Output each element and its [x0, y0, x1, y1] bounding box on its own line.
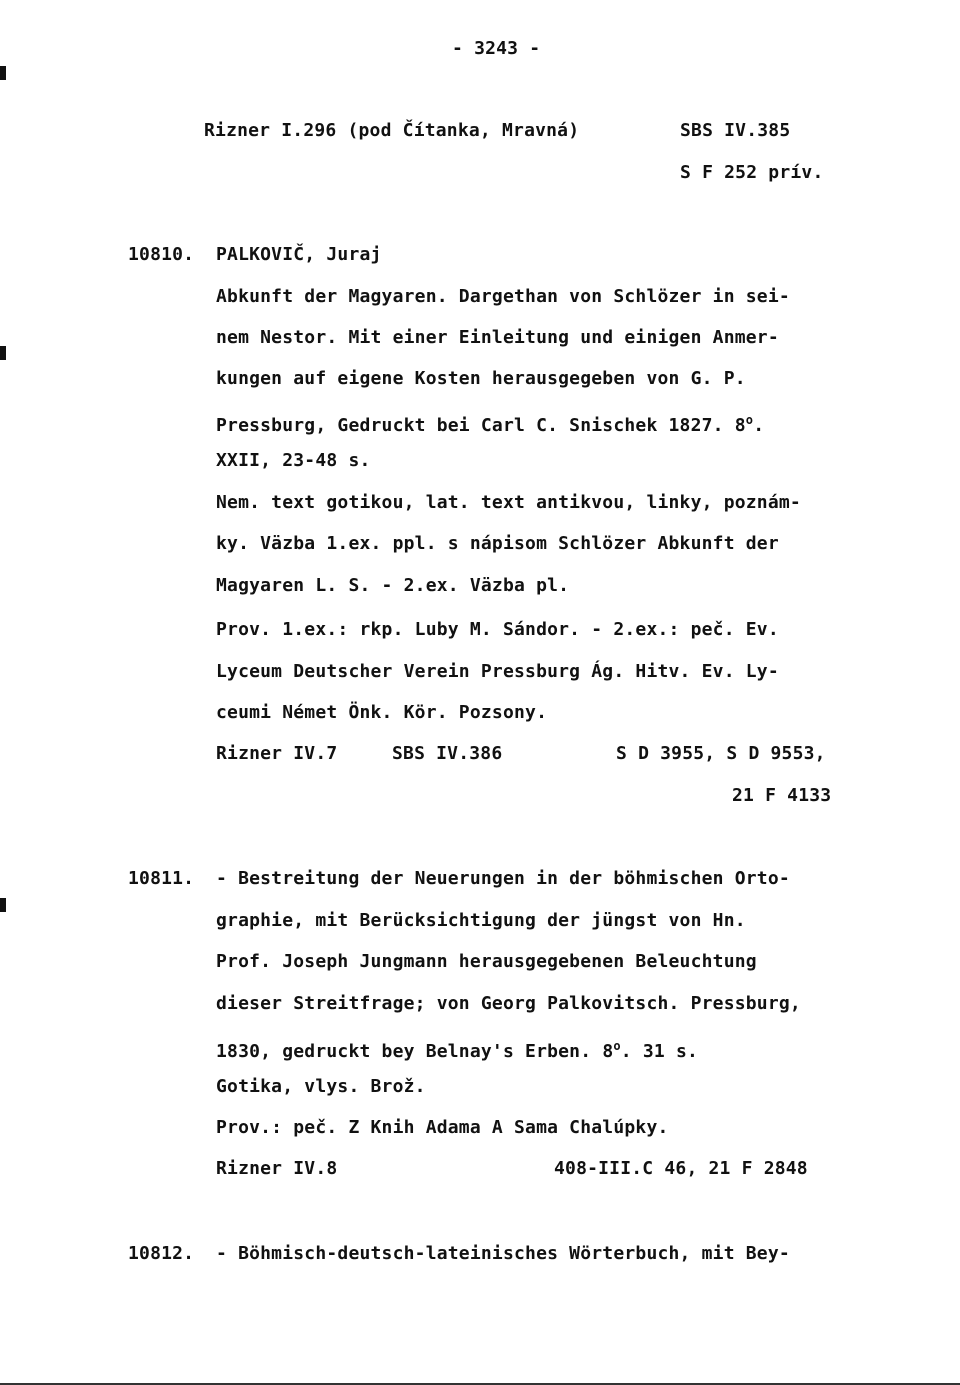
entry-imprint-line — [216, 1035, 698, 1063]
scan-edge-mark — [0, 346, 6, 360]
entry-note-line: Nem. text gotikou, lat. text antikvou, linky, poznám- — [216, 492, 801, 513]
imprint-text: Pressburg, Gedruckt bei Carl C. Snischek 1827. — [216, 415, 724, 436]
entry-title-line: graphie, mit Berücksichtigung der jüngst von Hn. — [216, 910, 746, 931]
page-number: - 3243 - — [452, 38, 541, 59]
entry-title-line: - Bestreitung der Neuerungen in der böhmischen Orto- — [216, 868, 790, 889]
entry-title-line: kungen auf eigene Kosten herausgegeben von G. P. — [216, 368, 746, 389]
entry-title-line: dieser Streitfrage; von Georg Palkovitsch. Pressburg, — [216, 993, 801, 1014]
scan-edge-mark — [0, 898, 6, 912]
entry-provenance-line: Prov. 1.ex.: rkp. Luby M. Sándor. - 2.ex.: peč. Ev. — [216, 619, 779, 640]
format-size: 8 — [734, 415, 746, 436]
entry-number: 10812. — [128, 1243, 195, 1264]
entry-signature: 408-III.C 46, 21 F 2848 — [554, 1158, 808, 1179]
entry-provenance-line: ceumi Német Önk. Kör. Pozsony. — [216, 702, 548, 723]
format-degree: o — [613, 1039, 621, 1053]
prev-entry-reference: Rizner I.296 (pod Čítanka, Mravná) — [204, 120, 580, 141]
scan-edge-mark — [0, 66, 6, 80]
entry-number: 10810. — [128, 244, 195, 265]
entry-note-line: ky. Väzba 1.ex. ppl. s nápisom Schlözer Abkunft der — [216, 533, 779, 554]
entry-title-line: Prof. Joseph Jungmann herausgegebenen Beleuchtung — [216, 951, 757, 972]
format-end: . — [753, 415, 765, 436]
entry-signature: S D 3955, S D 9553, — [616, 743, 826, 764]
entry-reference: Rizner IV.7 — [216, 743, 338, 764]
entry-pagination: XXII, 23-48 s. — [216, 450, 371, 471]
entry-reference: SBS IV.386 — [392, 743, 503, 764]
entry-title-line: nem Nestor. Mit einer Einleitung und einigen Anmer- — [216, 327, 779, 348]
entry-reference: Rizner IV.8 — [216, 1158, 338, 1179]
format-end: . 31 s. — [620, 1041, 699, 1062]
entry-note-line: Gotika, vlys. Brož. — [216, 1076, 426, 1097]
imprint-text: 1830, gedruckt bey Belnay's Erben. — [216, 1041, 592, 1062]
entry-signature: 21 F 4133 — [732, 785, 832, 806]
format-degree: o — [745, 413, 754, 427]
entry-provenance-line: Prov.: peč. Z Knih Adama A Sama Chalúpky. — [216, 1117, 669, 1138]
entry-provenance-line: Lyceum Deutscher Verein Pressburg Ág. Hitv. Ev. Ly- — [216, 661, 779, 682]
entry-note-line: Magyaren L. S. - 2.ex. Väzba pl. — [216, 575, 570, 596]
entry-author: PALKOVIČ, Juraj — [216, 244, 382, 265]
prev-entry-signature: SBS IV.385 — [680, 120, 791, 141]
prev-entry-signature: S F 252 prív. — [680, 162, 824, 183]
entry-title-line: - Böhmisch-deutsch-lateinisches Wörterbuch, mit Bey- — [216, 1243, 790, 1264]
entry-number: 10811. — [128, 868, 195, 889]
entry-title-line: Abkunft der Magyaren. Dargethan von Schlözer in sei- — [216, 286, 790, 307]
entry-imprint-line — [216, 409, 764, 437]
format-size: 8 — [602, 1041, 614, 1062]
